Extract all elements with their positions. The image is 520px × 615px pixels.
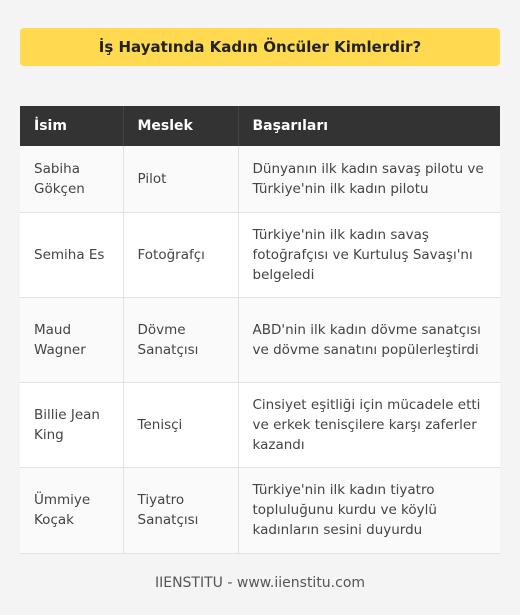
cell-achievement: Türkiye'nin ilk kadın tiyatro topluluğunu kurdu ve köylü kadınların sesini duyurdu <box>238 467 500 553</box>
cell-achievement: Türkiye'nin ilk kadın savaş fotoğrafçısı ve Kurtuluş Savaşı'nı belgeledi <box>238 212 500 297</box>
cell-name: Maud Wagner <box>20 297 123 382</box>
cell-name: Semiha Es <box>20 212 123 297</box>
header-name: İsim <box>20 106 123 146</box>
footer-credit: IIENSTITU - www.iienstitu.com <box>154 575 366 591</box>
table-row <box>20 382 500 467</box>
cell-name: Sabiha Gökçen <box>20 146 123 212</box>
cell-profession: Fotoğrafçı <box>123 212 238 297</box>
pioneers-table <box>20 106 500 554</box>
header-achievements: Başarıları <box>238 106 500 146</box>
cell-achievement: Dünyanın ilk kadın savaş pilotu ve Türkiye'nin ilk kadın pilotu <box>238 146 500 212</box>
cell-profession: Dövme Sanatçısı <box>123 297 238 382</box>
cell-name: Ümmiye Koçak <box>20 467 123 553</box>
header-profession: Meslek <box>123 106 238 146</box>
table-header-row <box>20 106 500 146</box>
table-row <box>20 212 500 297</box>
cell-name: Billie Jean King <box>20 382 123 467</box>
table-row <box>20 467 500 553</box>
table-row <box>20 297 500 382</box>
page-title: İş Hayatında Kadın Öncüler Kimlerdir? <box>98 38 422 56</box>
cell-profession: Tenisçi <box>123 382 238 467</box>
cell-profession: Tiyatro Sanatçısı <box>123 467 238 553</box>
cell-achievement: Cinsiyet eşitliği için mücadele etti ve erkek tenisçilere karşı zaferler kazandı <box>238 382 500 467</box>
cell-achievement: ABD'nin ilk kadın dövme sanatçısı ve dövme sanatını popülerleştirdi <box>238 297 500 382</box>
title-banner <box>20 28 500 66</box>
cell-profession: Pilot <box>123 146 238 212</box>
table-row <box>20 146 500 212</box>
